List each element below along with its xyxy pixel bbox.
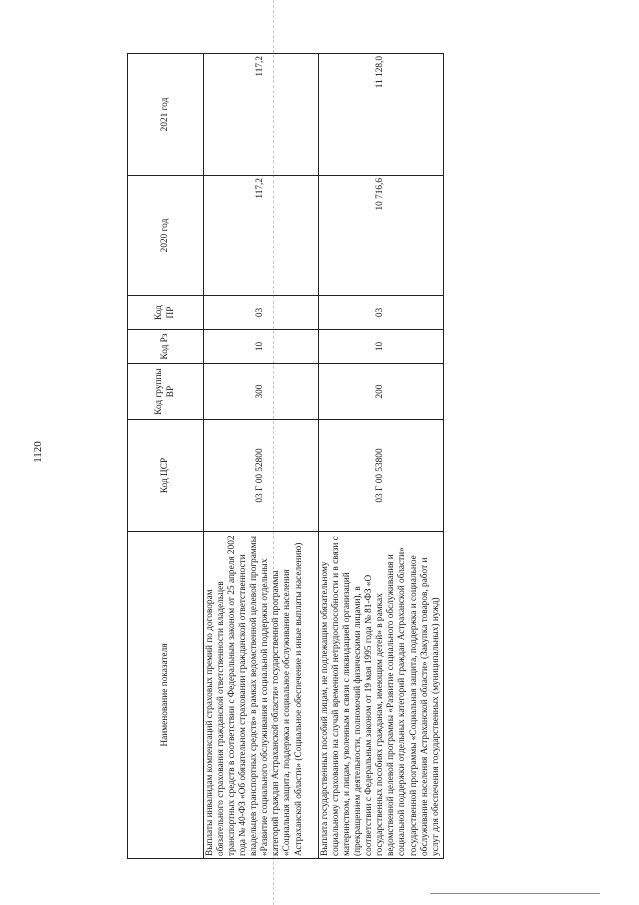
table-header-row <box>128 54 204 859</box>
row-vr-code: 200 <box>319 364 444 420</box>
header-vr-code: Код группы ВР <box>128 364 204 420</box>
row-name: Выплаты инвалидам компенсаций страховых премий по договорам обязательного страхования гражданской ответственности владельцев транспортных средств в соответствии с Федеральным законом от 25 апреля 2002 года № 40-ФЗ «Об обязательном страховании гражданской ответственности владельцев транспортных средств» в рамках ведомственной целевой программы «Развитие социального обслуживания и социальной поддержки отдельных категорий граждан Астраханской области» государственной программы «Социальная защита, поддержка и социальное обслуживание населения Астраханской области» (Социальное обеспечение и иные выплаты населению) <box>204 532 319 859</box>
bottom-rule <box>430 893 600 894</box>
row-rz-code: 10 <box>204 330 319 364</box>
row-value-2020: 117,2 <box>204 176 319 296</box>
header-name: Наименование показателя <box>128 532 204 859</box>
row-value-2021: 11 128,0 <box>319 54 444 176</box>
row-value-2021: 117,2 <box>204 54 319 176</box>
header-csr-code: Код ЦСР <box>128 420 204 532</box>
budget-table <box>127 53 444 859</box>
header-2021: 2021 год <box>128 54 204 176</box>
header-pr-code: Код ПР <box>128 296 204 330</box>
row-csr-code: 03 Г 00 52800 <box>204 420 319 532</box>
row-rz-code: 10 <box>319 330 444 364</box>
page-number: 1120 <box>32 441 44 463</box>
row-name: Выплата государственных пособий лицам, не подлежащим обязательному социальному страхованию на случай временной нетрудоспособности и в связи с материнством, и лицам, уволенным в связи с ликвидацией организаций (прекращением деятельности, полномочий физическими лицами), в соответствии с Федеральным законом от 19 мая 1995 года № 81-ФЗ «О государственных пособиях гражданам, имеющим детей» в рамках ведомственной целевой программы «Развитие социального обслуживания и социальной поддержки отдельных категорий граждан Астраханской области» государственной программы «Социальная защита, поддержка и социальное обслуживание населения Астраханской области» (Закупка товаров, работ и услуг для обеспечения государственных (муниципальных) нужд) <box>319 532 444 859</box>
row-pr-code: 03 <box>204 296 319 330</box>
row-value-2020: 10 716,6 <box>319 176 444 296</box>
table-row <box>319 54 444 859</box>
rotated-table-container <box>127 54 441 859</box>
row-pr-code: 03 <box>319 296 444 330</box>
header-rz-code: Код Рз <box>128 330 204 364</box>
row-vr-code: 300 <box>204 364 319 420</box>
table-row <box>204 54 319 859</box>
row-csr-code: 03 Г 00 53800 <box>319 420 444 532</box>
header-2020: 2020 год <box>128 176 204 296</box>
